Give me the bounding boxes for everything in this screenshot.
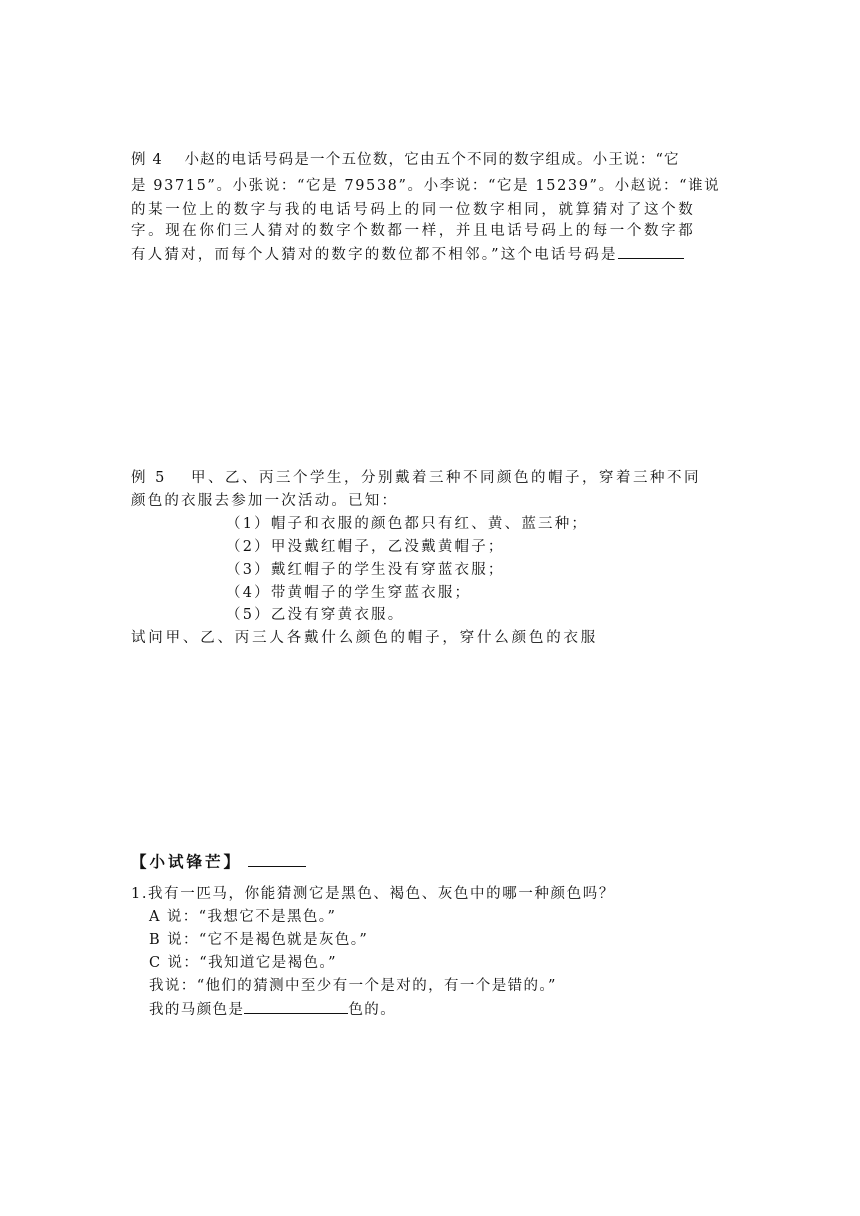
practice-i-say: 我说：“他们的猜测中至少有一个是对的，有一个是错的。” [149,978,557,994]
phone-answer-blank[interactable] [618,244,684,259]
example5-condition-1: （1）帽子和衣服的颜色都只有红、黄、蓝三种； [226,516,589,532]
practice-heading-text: 【小试锋芒】 [131,852,243,871]
example5-condition-5: （5）乙没有穿黄衣服。 [226,607,405,623]
example5-condition-2: （2）甲没戴红帽子，乙没戴黄帽子； [226,539,505,555]
practice-question-1: 1.我有一匹马，你能猜测它是黑色、褐色、灰色中的哪一种颜色吗？ [131,886,615,902]
example4-last-line-text: 有人猜对，而每个人猜对的数字的数位都不相邻。”这个电话号码是 [131,247,618,263]
example5-line-1: 例 5 甲、乙、丙三个学生，分别戴着三种不同颜色的帽子，穿着三种不同 [131,470,701,486]
practice-c-says: C 说：“我知道它是褐色。” [149,955,337,971]
practice-answer-line [149,999,396,1020]
example5-condition-4: （4）带黄帽子的学生穿蓝衣服； [226,585,472,601]
practice-heading [131,850,306,872]
example4-line-3: 的某一位上的数字与我的电话号码上的同一位数字相同，就算猜对了这个数 [131,202,696,218]
example4-line-2: 是 93715”。小张说：“它是 79538”。小李说：“它是 15239”。小赵说：“谁说 [131,178,721,194]
horse-color-blank[interactable] [244,999,348,1014]
practice-answer-suffix: 色的。 [348,1002,397,1018]
example4-line-4: 字。现在你们三人猜对的数字个数都一样，并且电话号码上的每一个数字都 [131,223,696,239]
example4-line-1: 例 4 小赵的电话号码是一个五位数，它由五个不同的数字组成。小王说：“它 [131,152,680,168]
practice-a-says: A 说：“我想它不是黑色。” [149,909,337,925]
example5-question: 试问甲、乙、丙三人各戴什么颜色的帽子，穿什么颜色的衣服 [131,630,599,646]
practice-b-says: B 说：“它不是褐色就是灰色。” [149,932,369,948]
example5-condition-3: （3）戴红帽子的学生没有穿蓝衣服； [226,562,505,578]
practice-answer-prefix: 我的马颜色是 [149,1002,245,1018]
example4-line-5 [131,244,684,265]
practice-heading-blank [248,852,306,867]
example5-line-2: 颜色的衣服去参加一次活动。已知： [131,493,399,509]
